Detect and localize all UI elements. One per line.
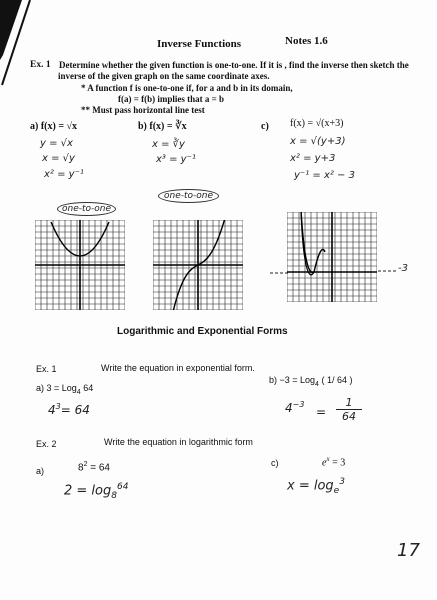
graph-c-left-dash [270, 270, 290, 276]
graph-c [287, 212, 377, 307]
s2-ex2-instruction: Write the equation in logarithmic form [104, 437, 253, 447]
s2-b-base: 4 [315, 380, 319, 388]
s2-b-answer-eq: = [316, 405, 327, 419]
s2-b-label: b) −3 = Log [269, 375, 316, 385]
s2-b-answer [285, 400, 304, 415]
part-c-work-1: x = √(y+3) [290, 136, 346, 147]
part-a-annotation: one-to-one [57, 202, 116, 216]
graph-b-svg [153, 220, 243, 310]
scan-corner-mark [0, 0, 40, 90]
ex1-instruction-line2: inverse of the given graph on the same coordinate axes. [58, 71, 270, 81]
s2-ex2-a-answer-base: 8 [111, 490, 117, 501]
part-a-label: a) f(x) = √x [30, 121, 78, 132]
s2-ex2-label: Ex. 2 [36, 439, 57, 449]
graph-a-svg [35, 220, 125, 310]
ex1-rule-3: ** Must pass horizontal line test [81, 105, 205, 115]
s2-ex1-label: Ex. 1 [36, 364, 57, 374]
s2-a-base: 4 [76, 388, 81, 396]
s2-a-answer [48, 402, 90, 417]
part-c-label: c) [261, 121, 269, 132]
s2-b-answer-fraction [336, 397, 362, 423]
s2-ex2-a-answer-arg: 64 [116, 482, 129, 492]
s2-a-answer-rest: = 64 [60, 403, 90, 417]
part-b-label: b) f(x) = ∛x [138, 121, 187, 132]
s2-ex2-c-exp: x [326, 455, 330, 463]
graph-c-svg [287, 212, 377, 302]
s2-ex2-a-rest: = 64 [90, 462, 110, 474]
s2-ex2-a-answer-text: 2 = log [64, 483, 112, 499]
worksheet-title: Inverse Functions [157, 38, 242, 50]
s2-ex2-c-label: c) [271, 458, 279, 468]
s2-ex2-a-exp: 2 [83, 461, 88, 468]
ex1-rule-1: * A function f is one-to-one if, for a and b in its domain, [81, 83, 293, 93]
s2-ex2-a-answer [64, 482, 128, 501]
s2-ex2-c-answer [287, 477, 345, 496]
s2-ex2-c-rest: = 3 [332, 457, 346, 469]
s2-ex2-c-answer-arg: 3 [339, 477, 345, 487]
part-a-work-1: y = √x [40, 138, 73, 149]
part-c-function: f(x) = √(x+3) [290, 118, 344, 129]
s2-b-equation [269, 375, 352, 388]
part-b-work-2: x³ = y⁻¹ [156, 154, 196, 165]
graph-b [153, 220, 243, 315]
s2-ex2-c-answer-base: e [333, 485, 340, 496]
graph-a [35, 220, 125, 315]
s2-b-answer-base: 4 [285, 401, 293, 415]
ex1-label: Ex. 1 [30, 60, 51, 70]
s2-a-equation [36, 383, 93, 396]
s2-a-answer-exp: 3 [55, 402, 61, 411]
s2-b-arg: ( 1/ 64 ) [321, 375, 353, 385]
page-number: 17 [397, 540, 420, 561]
graph-c-right-dash [378, 268, 398, 274]
s2-ex2-a-label: a) [36, 466, 45, 476]
part-c-work-3: y⁻¹ = x² − 3 [294, 170, 355, 181]
s2-ex2-c-base: e [322, 457, 327, 469]
s2-a-label: a) 3 = Log [36, 383, 77, 393]
part-a-work-2: x = √y [42, 153, 75, 164]
part-c-work-2: x² = y+3 [290, 153, 336, 164]
graph-c-side-note: -3 [398, 263, 408, 274]
ex1-instruction-line1: Determine whether the given function is one-to-one. If it is , find the inverse then sketch the [59, 60, 409, 70]
part-b-work-1: x = ∛y [152, 139, 185, 150]
s2-ex2-c-answer-text: x = log [287, 478, 334, 494]
s2-ex1-instruction: Write the equation in exponential form. [101, 363, 255, 373]
s2-b-answer-num: 1 [336, 397, 362, 410]
s2-ex2-a-equation [78, 461, 110, 473]
s2-a-arg: 64 [83, 383, 94, 393]
s2-ex2-c-equation [322, 455, 345, 468]
part-a-work-3: x² = y⁻¹ [44, 169, 84, 180]
ex1-rule-2: f(a) = f(b) implies that a = b [118, 94, 225, 104]
part-b-annotation: one-to-one [158, 189, 219, 203]
s2-b-answer-den: 64 [342, 410, 356, 423]
section-log-exp-title: Logarithmic and Exponential Forms [117, 326, 288, 337]
s2-ex2-a-base: 8 [78, 462, 84, 474]
notes-label: Notes 1.6 [285, 35, 328, 47]
s2-a-answer-base: 4 [48, 403, 56, 417]
s2-b-answer-exp: −3 [292, 400, 305, 409]
